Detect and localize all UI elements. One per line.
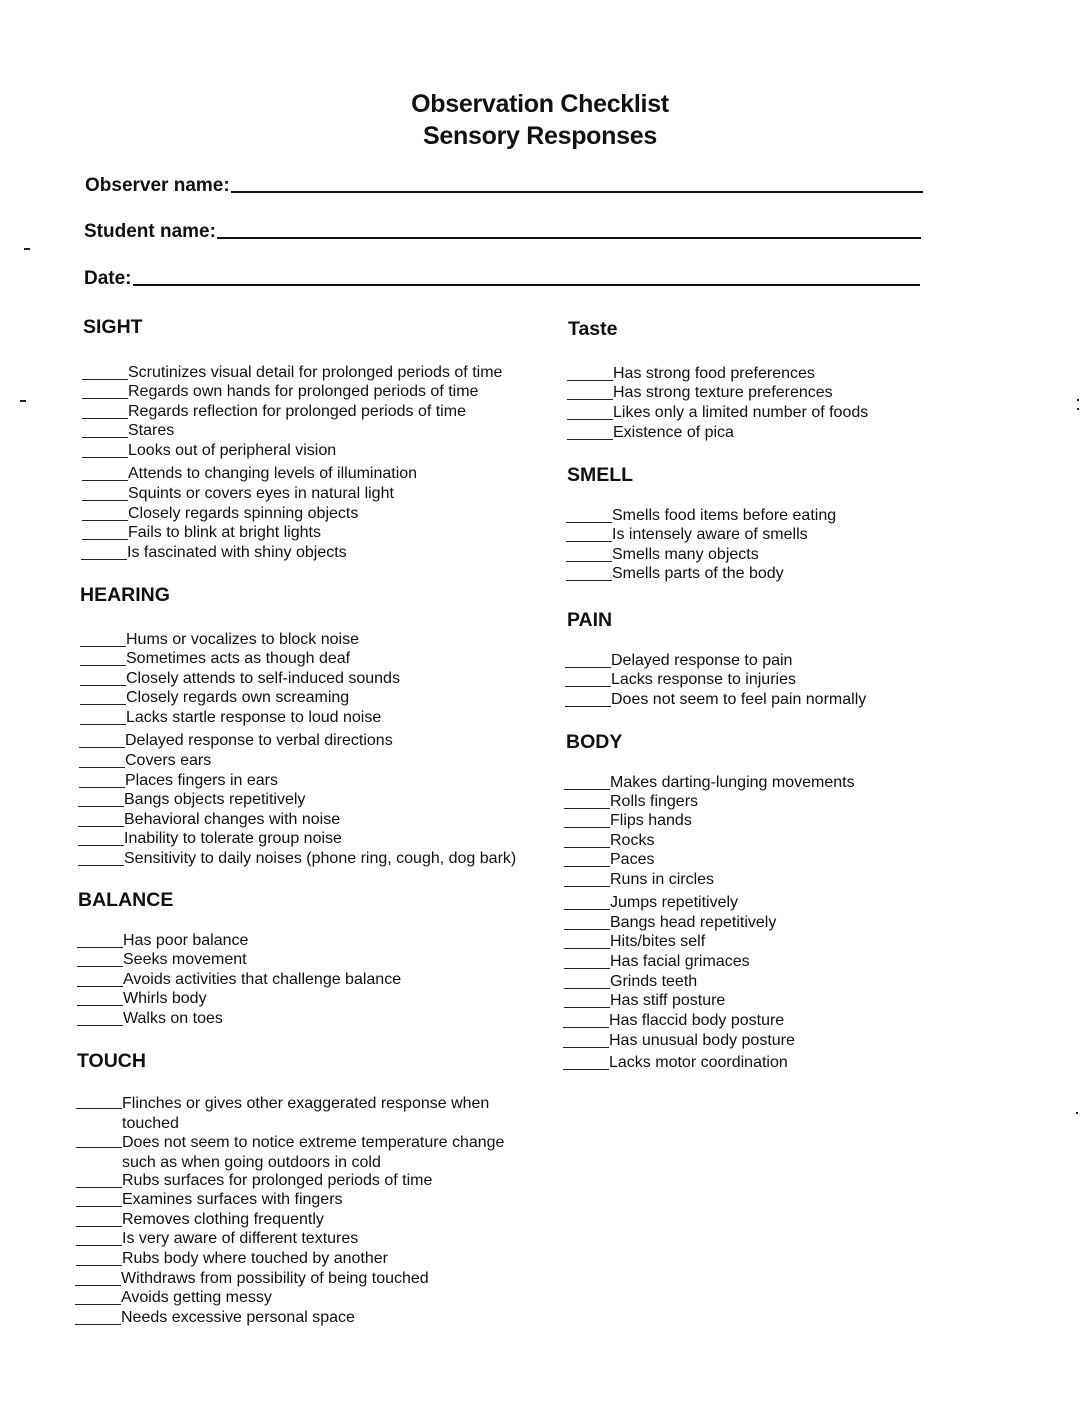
checkbox-blank[interactable] <box>82 398 128 399</box>
checklist-item[interactable] <box>79 753 211 769</box>
checklist-item[interactable] <box>566 508 836 524</box>
section-title-balance: BALANCE <box>78 889 174 911</box>
checklist-item[interactable] <box>77 972 401 988</box>
checkbox-blank[interactable] <box>78 845 124 846</box>
checkbox-blank[interactable] <box>566 580 612 581</box>
item-label: Avoids activities that challenge balance <box>123 971 402 988</box>
item-label: Paces <box>610 851 655 868</box>
checklist-item[interactable] <box>80 690 349 706</box>
checkbox-blank[interactable] <box>564 886 610 887</box>
checkbox-blank[interactable] <box>82 437 128 438</box>
checklist-item[interactable] <box>567 385 833 401</box>
checkbox-blank[interactable] <box>75 1324 121 1325</box>
item-label: Rubs body where touched by another <box>122 1250 388 1267</box>
item-label: Has facial grimaces <box>610 953 750 970</box>
item-label: Grinds teeth <box>610 973 698 990</box>
checklist-item[interactable] <box>79 733 393 749</box>
checklist-item[interactable] <box>565 653 792 669</box>
item-label: Rolls fingers <box>610 793 699 810</box>
checklist-item[interactable] <box>76 1094 522 1133</box>
item-label: Covers ears <box>125 752 212 769</box>
checkbox-blank[interactable] <box>564 808 610 809</box>
checkbox-blank[interactable] <box>564 929 610 930</box>
section-title-pain: PAIN <box>567 609 613 631</box>
checklist-item[interactable] <box>564 954 750 970</box>
item-label: Existence of pica <box>613 424 734 441</box>
item-label: Does not seem to feel pain normally <box>611 691 867 708</box>
checklist-item[interactable] <box>78 851 516 867</box>
checkbox-blank[interactable] <box>76 1108 122 1109</box>
checklist-item[interactable] <box>565 672 796 688</box>
checklist-item[interactable] <box>75 1310 355 1326</box>
item-label: Closely attends to self-induced sounds <box>126 670 400 687</box>
checkbox-blank[interactable] <box>563 1047 609 1048</box>
checkbox-blank[interactable] <box>82 500 128 501</box>
checkbox-blank[interactable] <box>75 1285 121 1286</box>
checklist-item[interactable] <box>567 366 815 382</box>
checkbox-blank[interactable] <box>77 1005 123 1006</box>
checklist-item[interactable] <box>78 831 342 847</box>
item-label: Removes clothing frequently <box>122 1211 324 1228</box>
checklist-item[interactable] <box>564 934 705 950</box>
item-label: Lacks motor coordination <box>609 1054 788 1071</box>
observer-name-input[interactable] <box>231 191 923 193</box>
checkbox-blank[interactable] <box>82 457 128 458</box>
document-subtitle: Sensory Responses <box>423 122 657 150</box>
date-field[interactable] <box>84 269 920 288</box>
item-label: Regards own hands for prolonged periods of time <box>128 383 479 400</box>
document-title: Observation Checklist <box>411 90 669 118</box>
section-title-touch: TOUCH <box>77 1050 146 1072</box>
checkbox-blank[interactable] <box>76 1206 122 1207</box>
item-label: Has poor balance <box>123 932 249 949</box>
student-name-label: Student name: <box>84 221 216 242</box>
checkbox-blank[interactable] <box>567 399 613 400</box>
checklist-item[interactable] <box>564 993 725 1009</box>
item-label: Hits/bites self <box>610 933 706 950</box>
checklist-item[interactable] <box>76 1192 343 1208</box>
checkbox-blank[interactable] <box>82 539 128 540</box>
checkbox-blank[interactable] <box>567 439 613 440</box>
checklist-item[interactable] <box>566 547 759 563</box>
item-label: Fails to blink at bright lights <box>128 524 321 541</box>
checklist-item[interactable] <box>567 425 734 441</box>
checklist-item[interactable] <box>78 792 305 808</box>
checkbox-blank[interactable] <box>567 380 613 381</box>
checklist-item[interactable] <box>77 1011 223 1027</box>
checkbox-blank[interactable] <box>76 1245 122 1246</box>
checkbox-blank[interactable] <box>564 968 610 969</box>
student-name-field[interactable] <box>84 222 921 241</box>
scan-speck <box>24 248 30 250</box>
item-label: Closely regards spinning objects <box>128 505 359 522</box>
checkbox-blank[interactable] <box>566 561 612 562</box>
scan-speck <box>1077 408 1079 410</box>
checkbox-blank[interactable] <box>564 909 610 910</box>
item-label: Walks on toes <box>123 1010 223 1027</box>
checkbox-blank[interactable] <box>565 686 611 687</box>
item-label: Flinches or gives other exaggerated response when touched <box>122 1095 490 1132</box>
observer-name-label: Observer name: <box>85 175 230 196</box>
checklist-item[interactable] <box>80 710 381 726</box>
item-label: Has flaccid body posture <box>609 1012 785 1029</box>
checkbox-blank[interactable] <box>78 806 124 807</box>
checklist-item[interactable] <box>564 915 776 931</box>
checklist-item[interactable] <box>77 991 207 1007</box>
item-label: Has strong texture preferences <box>613 384 833 401</box>
item-label: Squints or covers eyes in natural light <box>128 485 394 502</box>
scan-speck <box>20 400 26 402</box>
item-label: Smells food items before eating <box>612 507 837 524</box>
checklist-item[interactable] <box>566 566 784 582</box>
checkbox-blank[interactable] <box>564 847 610 848</box>
checkbox-blank[interactable] <box>566 541 612 542</box>
checklist-item[interactable] <box>82 525 321 541</box>
section-title-smell: SMELL <box>567 464 634 486</box>
student-name-input[interactable] <box>217 237 921 239</box>
checkbox-blank[interactable] <box>564 827 610 828</box>
item-label: Has unusual body posture <box>609 1032 795 1049</box>
item-label: Is fascinated with shiny objects <box>127 544 347 561</box>
item-label: Seeks movement <box>123 951 247 968</box>
checklist-item[interactable] <box>82 423 174 439</box>
item-label: Jumps repetitively <box>610 894 739 911</box>
item-label: Withdraws from possibility of being touched <box>121 1270 429 1287</box>
item-label: Lacks response to injuries <box>611 671 796 688</box>
checkbox-blank[interactable] <box>564 866 610 867</box>
checkbox-blank[interactable] <box>77 947 123 948</box>
checklist-item[interactable] <box>75 1271 429 1287</box>
checklist-item[interactable] <box>76 1212 324 1228</box>
item-label: Bangs head repetitively <box>610 914 777 931</box>
item-label: Smells many objects <box>612 546 759 563</box>
checkbox-blank[interactable] <box>76 1147 122 1148</box>
item-label: Has stiff posture <box>610 992 726 1009</box>
checkbox-blank[interactable] <box>80 724 126 725</box>
checkbox-blank[interactable] <box>77 1025 123 1026</box>
item-label: Regards reflection for prolonged periods of time <box>128 403 466 420</box>
checkbox-blank[interactable] <box>82 520 128 521</box>
item-label: Smells parts of the body <box>612 565 784 582</box>
checklist-item[interactable] <box>80 671 400 687</box>
scan-speck <box>1077 399 1079 401</box>
item-label: Runs in circles <box>610 871 715 888</box>
checklist-item[interactable] <box>564 775 855 791</box>
checklist-item[interactable] <box>82 404 466 420</box>
checklist-item[interactable] <box>82 384 478 400</box>
checkbox-blank[interactable] <box>75 1304 121 1305</box>
item-label: Closely regards own screaming <box>126 689 350 706</box>
checklist-item[interactable] <box>82 466 417 482</box>
checklist-item[interactable] <box>76 1251 388 1267</box>
date-label: Date: <box>84 268 132 289</box>
checkbox-blank[interactable] <box>567 419 613 420</box>
checklist-item[interactable] <box>564 833 654 849</box>
checkbox-blank[interactable] <box>564 988 610 989</box>
item-label: Rocks <box>610 832 655 849</box>
checklist-item[interactable] <box>79 773 278 789</box>
item-label: Bangs objects repetitively <box>124 791 306 808</box>
item-label: Flips hands <box>610 812 692 829</box>
checklist-item[interactable] <box>564 872 714 888</box>
observer-name-field[interactable] <box>85 176 923 195</box>
checklist-item[interactable] <box>564 895 738 911</box>
checklist-item[interactable] <box>566 527 808 543</box>
checklist-item[interactable] <box>80 651 350 667</box>
checklist-item[interactable] <box>564 813 692 829</box>
checkbox-blank[interactable] <box>76 1226 122 1227</box>
checkbox-blank[interactable] <box>565 706 611 707</box>
checklist-item[interactable] <box>76 1173 432 1189</box>
item-label: Places fingers in ears <box>125 772 278 789</box>
checklist-item[interactable] <box>76 1231 358 1247</box>
checkbox-blank[interactable] <box>82 480 128 481</box>
item-label: Stares <box>128 422 175 439</box>
checklist-item[interactable] <box>82 506 358 522</box>
checklist-item[interactable] <box>563 1013 784 1029</box>
item-label: Has strong food preferences <box>613 365 815 382</box>
checklist-item[interactable] <box>563 1033 795 1049</box>
section-title-sight: SIGHT <box>83 316 143 338</box>
checkbox-blank[interactable] <box>77 966 123 967</box>
checkbox-blank[interactable] <box>76 1265 122 1266</box>
checkbox-blank[interactable] <box>80 646 126 647</box>
checklist-item[interactable] <box>76 1133 532 1172</box>
checklist-item[interactable] <box>82 486 394 502</box>
scan-speck <box>1076 1112 1078 1114</box>
checklist-item[interactable] <box>75 1290 272 1306</box>
checkbox-blank[interactable] <box>78 826 124 827</box>
checkbox-blank[interactable] <box>564 789 610 790</box>
item-label: Examines surfaces with fingers <box>122 1191 343 1208</box>
item-label: Is intensely aware of smells <box>612 526 808 543</box>
checkbox-blank[interactable] <box>79 747 125 748</box>
checkbox-blank[interactable] <box>81 559 127 560</box>
checkbox-blank[interactable] <box>82 418 128 419</box>
item-label: Rubs surfaces for prolonged periods of time <box>122 1172 433 1189</box>
item-label: Makes darting-lunging movements <box>610 774 855 791</box>
item-label: Sometimes acts as though deaf <box>126 650 351 667</box>
checkbox-blank[interactable] <box>563 1069 609 1070</box>
item-label: Delayed response to verbal directions <box>125 732 393 749</box>
checklist-item[interactable] <box>77 952 247 968</box>
section-title-taste: Taste <box>568 318 618 340</box>
item-label: Delayed response to pain <box>611 652 793 669</box>
checklist-item[interactable] <box>81 545 347 561</box>
checklist-item[interactable] <box>563 1055 788 1071</box>
checklist-item[interactable] <box>565 692 866 708</box>
checkbox-blank[interactable] <box>77 986 123 987</box>
item-label: Hums or vocalizes to block noise <box>126 631 359 648</box>
section-title-hearing: HEARING <box>80 584 170 606</box>
checklist-item[interactable] <box>564 852 654 868</box>
checkbox-blank[interactable] <box>566 522 612 523</box>
checklist-item[interactable] <box>567 405 868 421</box>
item-label: Needs excessive personal space <box>121 1309 355 1326</box>
checklist-item[interactable] <box>564 794 698 810</box>
item-label: Avoids getting messy <box>121 1289 272 1306</box>
checkbox-blank[interactable] <box>563 1027 609 1028</box>
checkbox-blank[interactable] <box>76 1187 122 1188</box>
checklist-item[interactable] <box>82 365 502 381</box>
item-label: Inability to tolerate group noise <box>124 830 342 847</box>
date-input[interactable] <box>133 284 920 286</box>
item-label: Attends to changing levels of illumination <box>128 465 418 482</box>
item-label: Whirls body <box>123 990 207 1007</box>
checklist-item[interactable] <box>78 812 340 828</box>
checkbox-blank[interactable] <box>78 865 124 866</box>
checkbox-blank[interactable] <box>565 667 611 668</box>
item-label: Likes only a limited number of foods <box>613 404 869 421</box>
item-label: Looks out of peripheral vision <box>128 442 337 459</box>
checkbox-blank[interactable] <box>82 379 128 380</box>
item-label: Lacks startle response to loud noise <box>126 709 382 726</box>
checkbox-blank[interactable] <box>564 1007 610 1008</box>
checklist-item[interactable] <box>77 933 248 949</box>
section-title-body: BODY <box>566 731 623 753</box>
checkbox-blank[interactable] <box>80 704 126 705</box>
item-label: Behavioral changes with noise <box>124 811 341 828</box>
checkbox-blank[interactable] <box>80 685 126 686</box>
checkbox-blank[interactable] <box>564 948 610 949</box>
checkbox-blank[interactable] <box>80 665 126 666</box>
checklist-item[interactable] <box>80 632 359 648</box>
item-label: Is very aware of different textures <box>122 1230 359 1247</box>
checkbox-blank[interactable] <box>79 767 125 768</box>
checklist-item[interactable] <box>564 974 697 990</box>
checklist-item[interactable] <box>82 443 336 459</box>
checkbox-blank[interactable] <box>79 787 125 788</box>
item-label: Sensitivity to daily noises (phone ring, cough, dog bark) <box>124 850 517 867</box>
item-label: Scrutinizes visual detail for prolonged periods of time <box>128 364 503 381</box>
item-label: Does not seem to notice extreme temperature change such as when going outdoors in cold <box>122 1134 505 1171</box>
